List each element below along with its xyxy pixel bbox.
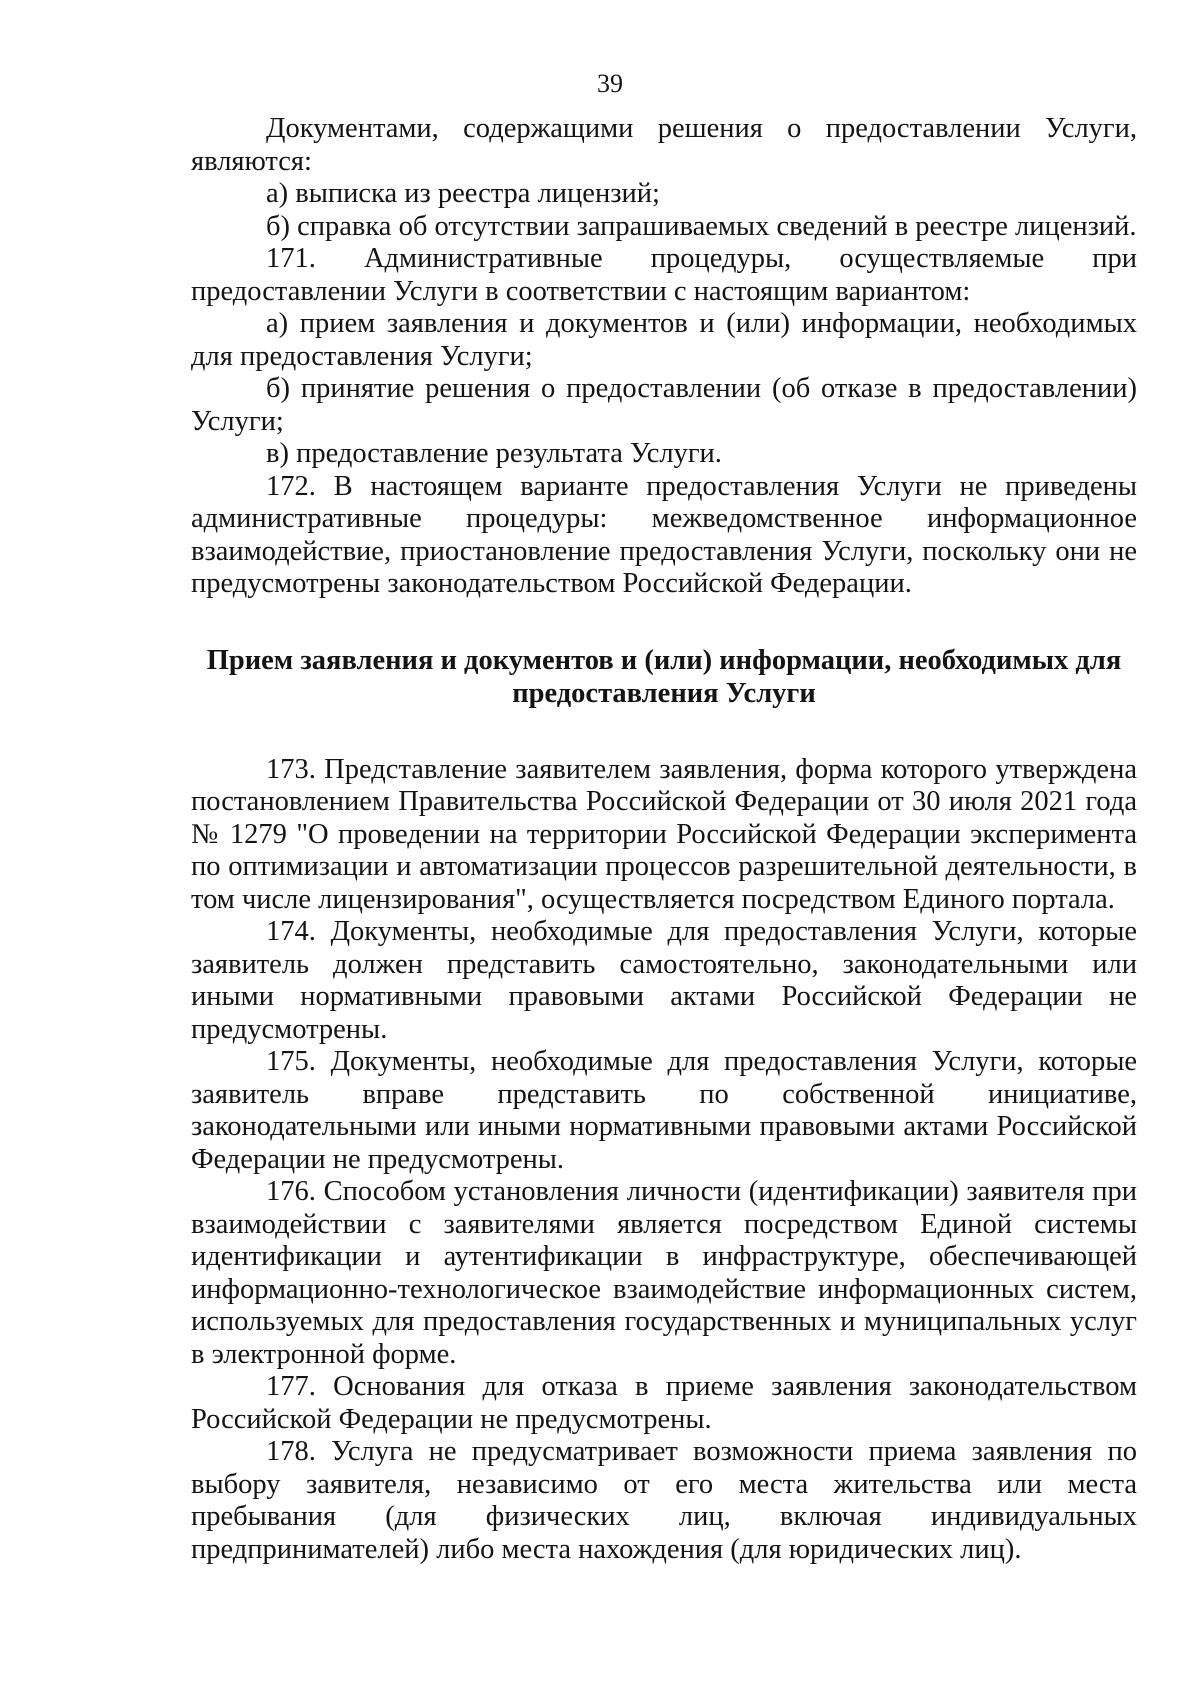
section-heading-line-1: Прием заявления и документов и (или) информации, необходимых для — [206, 644, 1122, 676]
paragraph-173: 173. Представление заявителем заявления, форма которого утверждена постановлением Правительства Российской Федерации от 30 июля 2021 года № 1279 "О проведении на территории Российской Федерации эксперимента по оптимизации и автоматизации процессов разрешительной деятельности, в том числе лицензирования", осуществляется посредством Единого портала. — [191, 753, 1137, 915]
paragraph-results-intro: Документами, содержащими решения о предоставлении Услуги, являются: — [191, 113, 1137, 177]
paragraph-172: 172. В настоящем варианте предоставления Услуги не приведены административные процедуры: межведомственное информационное взаимодействие, приостановление предоставления Услуги, поскольку они не предусмотрены законодательством Российской Федерации. — [191, 470, 1137, 599]
page-number: 39 — [597, 69, 623, 98]
paragraph-171: 171. Административные процедуры, осуществляемые при предоставлении Услуги в соответствии с настоящим вариантом: — [191, 243, 1137, 307]
list-item-procedure-c: в) предоставление результата Услуги. — [266, 438, 722, 469]
list-item-procedure-b: б) принятие решения о предоставлении (об отказе в предоставлении) Услуги; — [191, 373, 1137, 437]
list-item-registry-extract: а) выписка из реестра лицензий; — [266, 178, 660, 209]
list-item-absence-certificate: б) справка об отсутствии запрашиваемых сведений в реестре лицензий. — [266, 210, 1137, 242]
document-body — [191, 113, 1137, 1566]
paragraph-176: 176. Способом установления личности (идентификации) заявителя при взаимодействии с заявителями является посредством Единой системы идентификации и аутентификации в инфраструктуре, обеспечивающей информационно-технологическое взаимодействие информационных систем, используемых для предоставления государственных и муниципальных услуг в электронной форме. — [191, 1176, 1137, 1370]
section-heading — [191, 644, 1137, 710]
paragraph-175: 175. Документы, необходимые для предоставления Услуги, которые заявитель вправе представить по собственной инициативе, законодательными или иными нормативными правовыми актами Российской Федерации не предусмотрены. — [191, 1046, 1137, 1175]
section-heading-line-2: предоставления Услуги — [512, 677, 816, 709]
paragraph-177: 177. Основания для отказа в приеме заявления законодательством Российской Федерации не предусмотрены. — [191, 1371, 1137, 1435]
list-item-procedure-a: а) прием заявления и документов и (или) информации, необходимых для предоставления Услуги; — [191, 308, 1137, 372]
paragraph-178: 178. Услуга не предусматривает возможности приема заявления по выбору заявителя, независимо от его места жительства или места пребывания (для физических лиц, включая индивидуальных предпринимателей) либо места нахождения (для юридических лиц). — [191, 1436, 1137, 1565]
paragraph-174: 174. Документы, необходимые для предоставления Услуги, которые заявитель должен представить самостоятельно, законодательными или иными нормативными правовыми актами Российской Федерации не предусмотрены. — [191, 916, 1137, 1045]
